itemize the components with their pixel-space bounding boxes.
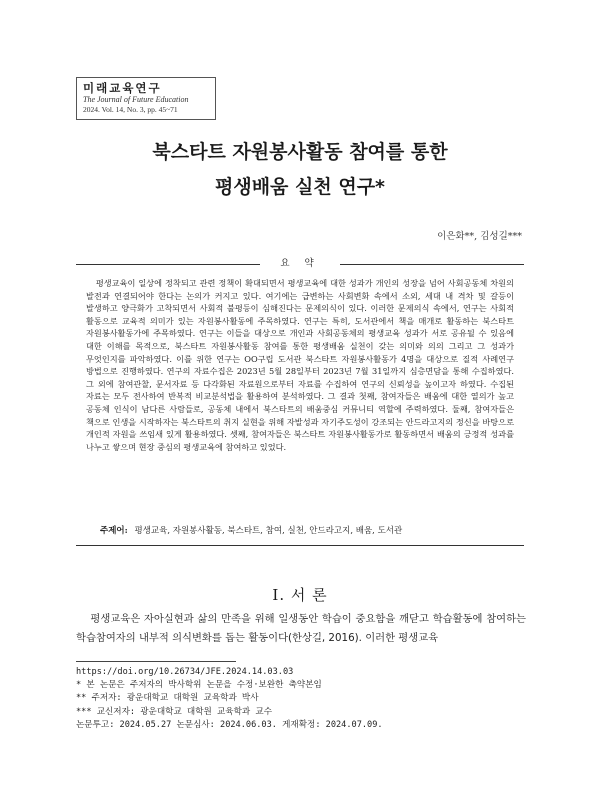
doi-link[interactable]: https://doi.org/10.26734/JFE.2024.14.03.03 [76, 667, 294, 677]
keywords-label: 주제어: [100, 526, 128, 536]
keywords-text: 평생교육, 자원봉사활동, 북스타트, 참여, 실천, 안드라고지, 배움, 도서관 [134, 526, 403, 536]
introduction-paragraph: 평생교육은 자아실현과 삶의 만족을 위해 일생동안 학습이 중요함을 깨닫고 학습활동에 참여하는 학습참여자의 내부적 의식변화를 돕는 활동이다(한상길, 2016). 이러한 평생교육 [76, 613, 526, 644]
footnotes [76, 666, 526, 732]
journal-name: 미래교육연구 [83, 81, 162, 95]
abstract-text: 평생교육이 일상에 정착되고 관련 정책이 확대되면서 평생교육에 대한 성과가 개인의 성장을 넘어 사회공동체 차원의 발전과 연결되어야 한다는 논의가 커지고 있다. 여기에는 급변하는 사회변화 속에서 소외, 세대 내 격차 및 갈등이 발생하고 양극화가 고착되면서 사회적 불평등이 심해진다는 문제의식이 있다. 이러한 문제의식 속에서, 연구는 사회적 활동으로 교육적 의미가 있는 자원봉사활동에 주목하였다. 연구는 특히, 도서관에서 책을 매개로 활동하는 북스타트 자원봉사활동가에 주목하였다. 연구는 이들을 대상으로 개인과 사회공동체의 평생교육 성과가 서로 공유될 수 있음에 대한 이해를 목적으로, 북스타트 자원봉사활동 참여를 통한 평생배움 실천이 갖는 의미와 의의 그리고 그 성과가 무엇인지를 파악하였다. 이를 위한 연구는 OO구립 도서관 북스타트 자원봉사활동가 4명을 대상으로 질적 사례연구 방법으로 진행하였다. 연구의 자료수집은 2023년 5월 28일부터 2023년 7월 31일까지 심층면담을 통해 수집하였다. 그 외에 참여관찰, 문서자료 등 다각화된 자료원으로부터 자료를 수집하여 연구의 신뢰성을 높이고자 하였다. 수집된 자료는 모두 전사하여 반복적 비교분석법을 활용하여 분석하였다. 그 결과 첫째, 참여자들은 배움에 대한 열의가 높고 공동체 인식이 남다른 사람들로, 공동체 내에서 북스타트의 배움중심 커뮤니티 역할에 주력하였다. 둘째, 참여자들은 책으로 인생을 시작하자는 북스타트의 취지 실현을 위해 자발성과 자기주도성이 강조되는 안드라고지의 정신을 바탕으로 개인적 자원을 쓰임새 있게 활용하였다. 셋째, 참여자들은 북스타트 자원봉사활동가로 활동하면서 배움의 긍정적 성과를 나누고 쌓으며 현장 중심의 평생교육에 참여하고 있었다. [86, 278, 514, 452]
journal-volume: 2024. Vol. 14, No. 3, pp. 45~71 [83, 105, 178, 114]
abstract-label: 요 약 [280, 258, 320, 269]
abstract-header-rule-right [340, 264, 524, 265]
footnote-3: *** 교신저자: 광운대학교 대학원 교육학과 교수 [76, 706, 272, 717]
paper-title-line-2: 평생배움 실천 연구* [215, 176, 385, 198]
journal-info-box [76, 77, 216, 120]
submission-dates: 논문투고: 2024.05.27 논문심사: 2024.06.03. 게재확정: 2024.07.09. [76, 719, 383, 730]
footnote-1: * 본 논문은 주저자의 박사학위 논문을 수정·보완한 축약본임 [76, 680, 322, 691]
abstract-header [76, 257, 524, 271]
abstract-bottom-rule [76, 545, 524, 546]
section-title-introduction: Ⅰ. 서 론 [272, 586, 328, 604]
journal-english-name: The Journal of Future Education [83, 95, 189, 104]
keywords [100, 524, 520, 536]
footnote-rule [76, 661, 236, 662]
paper-title-line-1: 북스타트 자원봉사활동 참여를 통한 [152, 141, 448, 163]
author-list: 이은화**, 김성길*** [437, 231, 522, 242]
footnote-2: ** 주저자: 광운대학교 대학원 교육학과 박사 [76, 693, 259, 704]
